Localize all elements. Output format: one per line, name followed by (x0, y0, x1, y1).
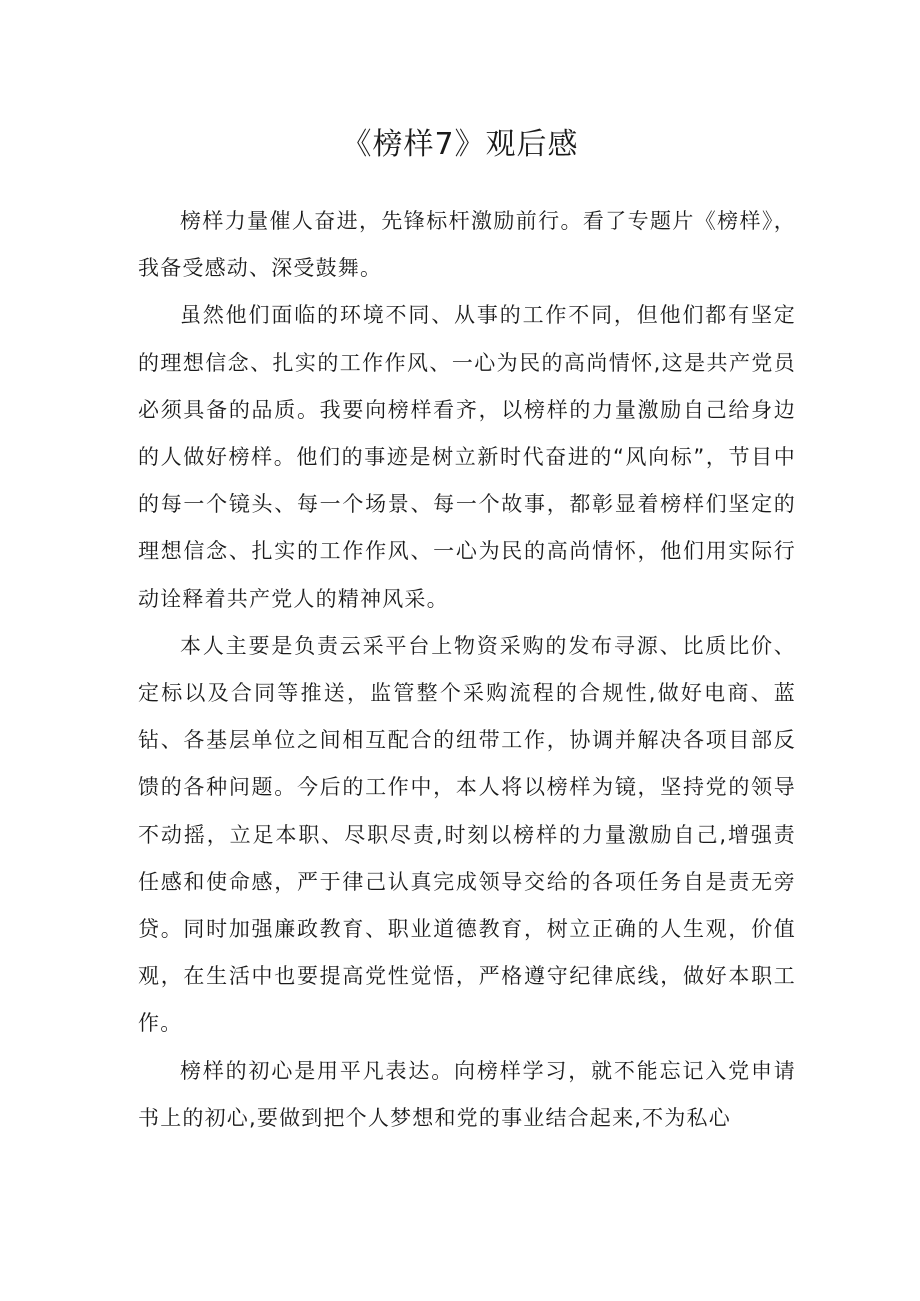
paragraph-2: 虽然他们面临的环境不同、从事的工作不同，但他们都有坚定的理想信念、扎实的工作作风、一心为民的高尚情怀,这是共产党员必须具备的品质。我要向榜样看齐，以榜样的力量激励自己给身边的人做好榜样。他们的事迹是树立新时代奋进的“风向标”，节目中的每一个镜头、每一个场景、每一个故事，都彰显着榜样们坚定的理想信念、扎实的工作作风、一心为民的高尚情怀，他们用实际行动诠释着共产党人的精神风采。 (138, 303, 796, 611)
paragraph-1: 榜样力量催人奋进，先锋标杆激励前行。看了专题片《榜样》，我备受感动、深受鼓舞。 (138, 209, 796, 281)
document-body (138, 198, 796, 1142)
paragraph-3: 本人主要是负责云采平台上物资采购的发布寻源、比质比价、定标以及合同等推送，监管整个采购流程的合规性,做好电商、蓝钻、各基层单位之间相互配合的纽带工作，协调并解决各项目部反馈的各种问题。今后的工作中，本人将以榜样为镜，坚持党的领导不动摇，立足本职、尽职尽责,时刻以榜样的力量激励自己,增强责任感和使命感，严于律己认真完成领导交给的各项任务自是责无旁贷。同时加强廉政教育、职业道德教育，树立正确的人生观，价值观，在生活中也要提高党性觉悟，严格遵守纪律底线，做好本职工作。 (138, 633, 796, 1036)
document-title: 《榜样7》观后感 (341, 127, 579, 162)
paragraph-4: 榜样的初心是用平凡表达。向榜样学习，就不能忘记入党申请书上的初心,要做到把个人梦想和党的事业结合起来,不为私心 (138, 1058, 796, 1130)
